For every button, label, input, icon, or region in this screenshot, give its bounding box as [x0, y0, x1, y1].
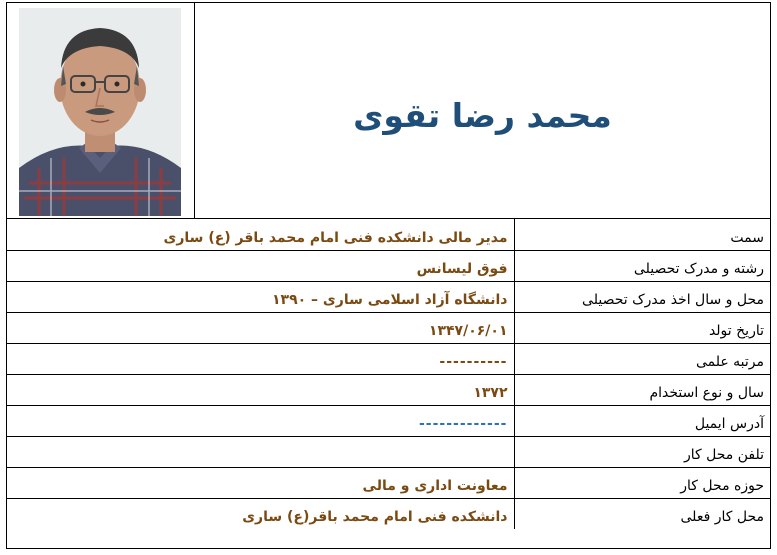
table-row	[7, 250, 770, 281]
row-value	[7, 436, 514, 467]
profile-photo	[19, 8, 181, 216]
table-row	[7, 467, 770, 498]
row-label: آدرس ایمیل	[514, 405, 770, 436]
row-value: ----------	[7, 343, 514, 374]
table-row	[7, 343, 770, 374]
table-row	[7, 219, 770, 250]
row-label: مرتبه علمی	[514, 343, 770, 374]
portrait-illustration	[19, 8, 181, 216]
table-row	[7, 405, 770, 436]
table-row	[7, 374, 770, 405]
row-value: دانشکده فنی امام محمد باقر(ع) ساری	[7, 498, 514, 529]
person-name: محمد رضا تقوی	[353, 96, 612, 135]
table-row	[7, 436, 770, 467]
row-value: مدیر مالی دانشکده فنی امام محمد باقر (ع) ساری	[7, 219, 514, 250]
row-label: تلفن محل کار	[514, 436, 770, 467]
photo-cell	[7, 3, 195, 218]
table-row	[7, 312, 770, 343]
row-label: محل و سال اخذ مدرک تحصیلی	[514, 281, 770, 312]
table-row	[7, 281, 770, 312]
row-label: حوزه محل کار	[514, 467, 770, 498]
table-row	[7, 498, 770, 529]
info-table	[7, 219, 770, 529]
row-label: محل کار فعلی	[514, 498, 770, 529]
name-area	[195, 3, 770, 218]
row-value: ۱۳۴۷/۰۶/۰۱	[7, 312, 514, 343]
profile-card	[6, 2, 771, 549]
email-value: -------------	[7, 405, 514, 436]
row-value: ۱۳۷۲	[7, 374, 514, 405]
row-value: فوق لیسانس	[7, 250, 514, 281]
row-value: معاونت اداری و مالی	[7, 467, 514, 498]
row-label: تاریخ تولد	[514, 312, 770, 343]
row-label: رشته و مدرک تحصیلی	[514, 250, 770, 281]
row-value: دانشگاه آزاد اسلامی ساری – ۱۳۹۰	[7, 281, 514, 312]
row-label: سمت	[514, 219, 770, 250]
row-label: سال و نوع استخدام	[514, 374, 770, 405]
